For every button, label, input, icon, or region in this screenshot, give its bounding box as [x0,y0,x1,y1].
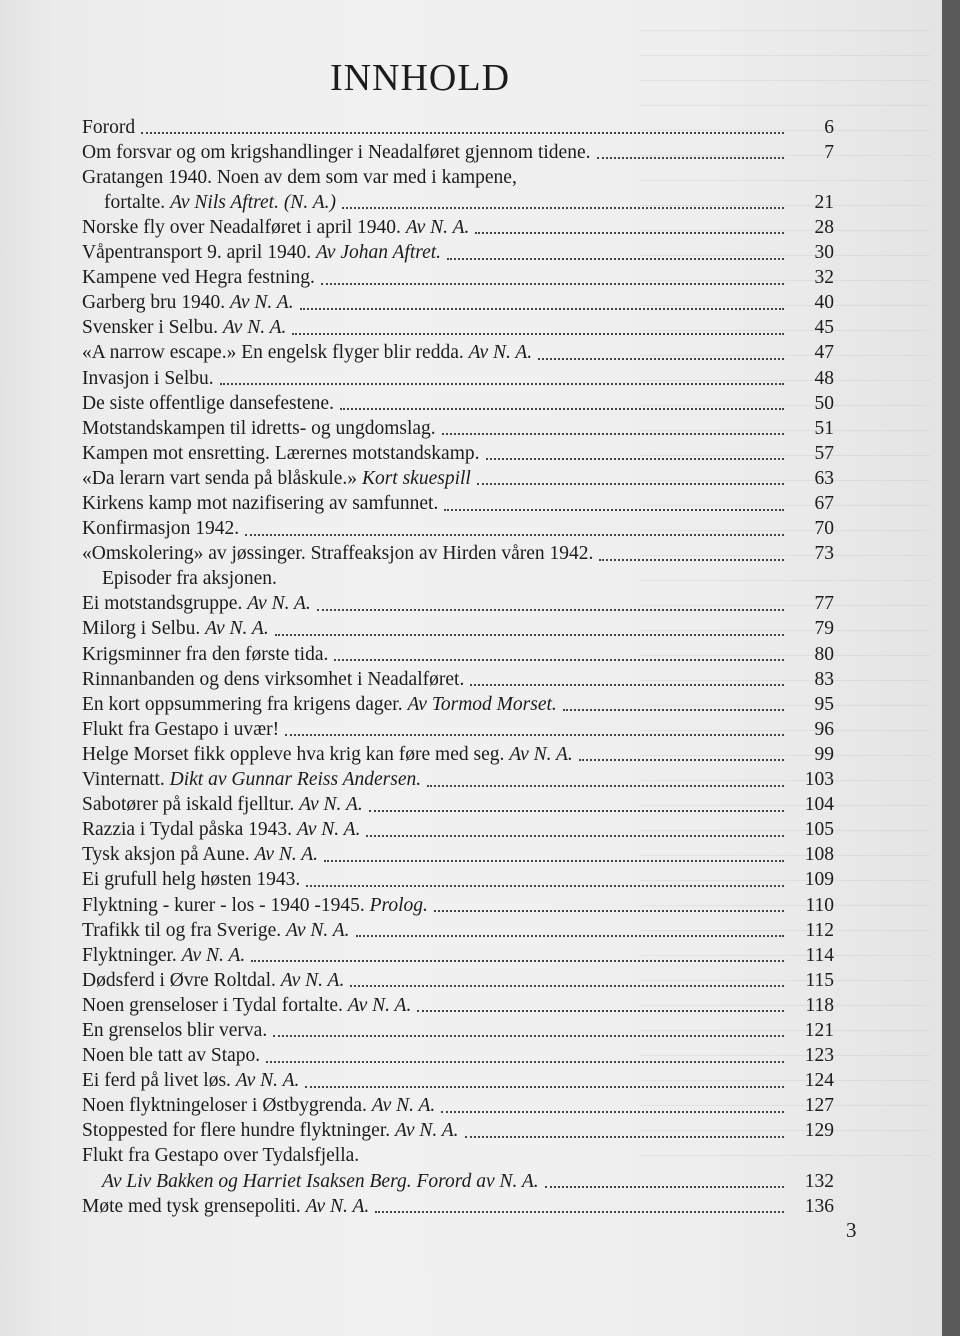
toc-entry-text: Sabotører på iskald fjelltur. [82,794,300,816]
toc-entry-text: Milorg i Selbu. [82,618,206,640]
dot-leader [579,759,784,761]
toc-entry-author: Av N. A. [230,292,294,314]
toc-entry-author: Av N. A. [371,1095,436,1117]
toc-page-number: 70 [814,518,834,540]
toc-entry [82,263,834,288]
toc-entry-author: Av N. A. [299,794,363,816]
toc-entry-text: fortalte. [104,191,171,213]
toc-entry [82,137,834,162]
toc-entry-title [82,695,557,715]
toc-entry-title [82,720,279,740]
toc-entry-title [82,921,350,941]
toc-entry-text: Om forsvar og om krigshandlinger i Neadalføret gjennom tidene. [82,141,591,163]
toc-entry-text: Flyktninger. [82,944,182,966]
toc-entry-author: Av N. A. [205,618,269,640]
toc-entry-title [82,218,469,238]
toc-entry-text: Møte med tysk grensepoliti. [82,1195,306,1217]
toc-page-number: 110 [805,894,834,916]
dot-leader [266,1061,784,1063]
toc-entry [82,1040,834,1065]
dot-leader [486,458,784,460]
toc-entry [82,539,834,564]
toc-entry-author: Av N. A. [468,342,533,364]
toc-page-number: 67 [814,493,834,514]
toc-entry-title [82,118,135,138]
toc-page-number: 114 [805,944,834,966]
toc-entry [82,915,834,940]
dot-leader [292,333,784,335]
toc-entry-title [82,394,334,414]
toc-entry-author: Av N. A. [405,216,470,238]
dot-leader [334,659,784,661]
toc-page-number: 103 [804,769,834,791]
dot-leader [220,383,784,385]
toc-entry [82,589,834,614]
dot-leader [321,283,784,285]
toc-entry-author: Av N. A. [509,743,573,765]
toc-entry [82,463,834,488]
dot-leader [441,1111,784,1113]
toc-entry-text: Dødsferd i Øvre Roltdal. [82,969,281,991]
toc-entry-title [82,1021,267,1041]
dot-leader [475,232,784,234]
toc-entry-title [82,469,471,489]
dot-leader [273,1035,784,1037]
dot-leader [342,207,784,209]
dot-leader [285,734,784,736]
toc-entry-text: Trafikk til og fra Sverige. [82,919,286,941]
toc-entry-title [82,795,363,815]
toc-entry [82,1091,834,1116]
dot-leader [245,534,784,536]
toc-page-number: 109 [804,869,834,891]
dot-leader [324,860,784,862]
toc-entry-title [82,845,318,865]
dot-leader [350,985,784,987]
toc-entry [82,614,834,639]
toc-entry [82,438,834,463]
toc-entry [82,1166,834,1191]
toc-entry [82,890,834,915]
toc-entry [82,1116,834,1141]
toc-entry-text: Razzia i Tydal påska 1943. [82,819,297,841]
toc-page-number: 57 [814,442,834,464]
toc-entry [82,212,834,237]
toc-entry [82,990,834,1015]
toc-entry-title [102,569,277,589]
toc-page-number: 77 [814,593,834,615]
toc-page-number: 121 [804,1019,834,1041]
toc-entry-author: Av Tormod Morset. [407,693,557,715]
dot-leader [427,785,784,787]
toc-entry-text: Motstandskampen til idretts- og ungdomslag. [82,417,436,439]
toc-entry-title [82,619,269,639]
dot-leader [417,1010,784,1012]
toc-entry-title [82,971,344,991]
toc-page-number: 124 [804,1070,834,1092]
toc-entry-author: Av Nils Aftret. (N. A.) [170,191,336,213]
toc-entry-text: Gratangen 1940. Noen av dem som var med i kampene, [82,166,517,188]
toc-page-number: 83 [814,668,834,690]
toc-entry-title [82,645,328,665]
toc-entry [82,1141,834,1166]
toc-entry [82,388,834,413]
toc-entry-text: Svensker i Selbu. [82,317,223,339]
toc-entry-title [82,996,411,1016]
toc-entry-title [82,293,294,313]
toc-page-number: 123 [804,1045,834,1067]
toc-page-number: 40 [814,292,834,314]
toc-entry-title [82,1071,299,1091]
toc-entry-author: Av N. A. [305,1195,370,1217]
dot-leader [141,132,784,134]
toc-entry-author: Av N. A. [235,1070,300,1092]
toc-entry-text: De siste offentlige dansefestene. [82,392,334,414]
toc-entry-author: Av N. A. [280,969,345,991]
toc-entry-text: Flukt fra Gestapo over Tydalsfjella. [82,1145,360,1167]
toc-entry-title [82,168,517,188]
toc-entry [82,840,834,865]
toc-entry [82,664,834,689]
dot-leader [375,1211,784,1213]
dot-leader [597,157,785,159]
toc-entry-author: Av N. A. [347,994,412,1016]
dot-leader [275,634,784,636]
toc-entry-text: Rinnanbanden og dens virksomhet i Neadalføret. [82,668,465,690]
table-of-contents [82,112,834,1216]
toc-entry-title [82,896,428,916]
toc-entry-author: Av N. A. [181,944,246,966]
toc-page-number: 108 [804,844,834,866]
toc-entry-title [104,193,336,213]
toc-entry [82,313,834,338]
toc-entry-text: Noen grenseloser i Tydal fortalte. [82,994,348,1016]
toc-entry-title [82,318,286,338]
toc-entry-text: «A narrow escape.» En engelsk flyger blir redda. [82,342,469,364]
toc-entry-author: Av N. A. [254,844,319,866]
toc-entry-text: Kampene ved Hegra festning. [82,267,315,289]
toc-entry-author: Av N. A. [296,819,361,841]
toc-page-number: 28 [814,216,834,238]
toc-entry-text: Våpentransport 9. april 1940. [82,242,316,264]
toc-entry-title [82,1096,435,1116]
toc-entry-text: Vinternatt. [82,769,170,791]
toc-entry [82,363,834,388]
toc-page-number: 96 [814,718,834,740]
toc-entry-title [82,519,239,539]
toc-entry-author: Av N. A. [395,1120,459,1142]
toc-page-number: 95 [814,693,834,715]
dot-leader [300,308,784,310]
toc-page-number: 80 [814,643,834,665]
toc-entry-author: Prolog. [369,894,428,916]
toc-entry-title [82,1146,359,1166]
toc-entry-title [82,143,591,163]
toc-page-number: 48 [814,367,834,389]
toc-entry-text: Krigsminner fra den første tida. [82,643,329,665]
toc-page-number: 6 [824,116,834,138]
toc-page-number: 129 [804,1120,834,1142]
toc-page-number: 63 [814,467,834,489]
toc-page-number: 73 [814,543,834,565]
dot-leader [470,684,784,686]
dot-leader [465,1136,784,1138]
toc-entry [82,488,834,513]
toc-entry [82,790,834,815]
dot-leader [317,609,784,611]
toc-entry-text: Tysk aksjon på Aune. [82,844,255,866]
toc-page-number: 115 [805,969,834,991]
dot-leader [366,835,784,837]
toc-entry-title [82,419,436,439]
toc-entry-title [82,745,573,765]
dot-leader [305,1086,784,1088]
toc-entry-author: Av Johan Aftret. [315,242,442,264]
toc-entry-title [82,369,214,389]
toc-entry-text: Stoppested for flere hundre flyktninger. [82,1120,395,1142]
toc-entry-text: Invasjon i Selbu. [82,367,214,389]
toc-entry-text: En grenselos blir verva. [82,1019,268,1041]
toc-entry-text: En kort oppsummering fra krigens dager. [82,693,408,715]
dot-leader [369,810,784,812]
toc-entry-title [82,1121,459,1141]
toc-entry-author: Av N. A. [222,317,287,339]
toc-entry [82,162,834,187]
toc-entry-author: Av Liv Bakken og Harriet Isaksen Berg. Forord av N. A. [102,1170,539,1192]
toc-entry [82,965,834,990]
toc-entry-title [82,870,300,890]
dot-leader [563,709,784,711]
toc-entry [82,112,834,137]
toc-entry-text: Helge Morset fikk oppleve hva krig kan føre med seg. [82,743,510,765]
toc-page-number: 136 [804,1195,834,1217]
dot-leader [251,960,784,962]
toc-entry-author: Av N. A. [247,593,311,615]
toc-entry [82,689,834,714]
toc-entry [82,940,834,965]
toc-entry-text: Noen ble tatt av Stapo. [82,1045,261,1067]
dot-leader [340,408,784,410]
toc-entry-text: Garberg bru 1940. [82,292,231,314]
toc-page-number: 104 [804,794,834,816]
toc-entry [82,1191,834,1216]
dot-leader [599,559,784,561]
dot-leader [444,509,784,511]
dot-leader [442,433,784,435]
dot-leader [447,258,784,260]
toc-entry-title [82,494,438,514]
toc-entry-title [82,594,311,614]
toc-entry [82,815,834,840]
toc-entry-title [82,946,245,966]
toc-page-number: 99 [814,743,834,765]
toc-page-number: 132 [804,1170,834,1192]
toc-page-number: 21 [814,191,834,213]
toc-page-number: 79 [814,618,834,640]
toc-page-number: 47 [814,342,834,364]
dot-leader [306,885,784,887]
toc-entry-title [82,1197,369,1217]
toc-entry-text: Konfirmasjon 1942. [82,518,240,540]
toc-entry-title [82,820,360,840]
toc-entry-author: Kort skuespill [361,467,471,489]
toc-entry-text: Ei motstandsgruppe. [82,593,248,615]
toc-entry [82,514,834,539]
toc-entry-text: Episoder fra aksjonen. [102,568,277,590]
page-number: 3 [846,1218,857,1242]
toc-page-number: 51 [814,417,834,439]
toc-entry [82,187,834,212]
dot-leader [545,1186,784,1188]
toc-entry-title [82,670,464,690]
toc-entry-text: Ei grufull helg høsten 1943. [82,869,301,891]
toc-entry-title [82,1046,260,1066]
toc-entry-title [82,770,421,790]
toc-entry-title [82,268,315,288]
toc-entry-text: Ei ferd på livet løs. [82,1070,236,1092]
toc-entry-text: Kirkens kamp mot nazifisering av samfunnet. [82,493,439,514]
toc-page-number: 112 [805,919,834,941]
toc-entry [82,288,834,313]
page-title: INNHOLD [329,57,511,99]
dot-leader [477,483,784,485]
toc-entry [82,413,834,438]
toc-entry-title [82,343,532,363]
dot-leader [538,358,784,360]
toc-entry-text: Noen flyktningeloser i Østbygrenda. [82,1095,372,1117]
toc-page-number: 127 [804,1095,834,1117]
toc-entry-title [82,444,480,464]
dot-leader [356,935,784,937]
toc-entry-text: «Omskolering» av jøssinger. Straffeaksjon av Hirden våren 1942. [82,543,594,565]
toc-entry [82,564,834,589]
toc-entry [82,714,834,739]
toc-entry-author: Av N. A. [286,919,350,941]
toc-page-number: 105 [804,819,834,841]
toc-entry-text: Forord [82,116,136,138]
toc-entry-text: «Da lerarn vart senda på blåskule.» [82,467,362,489]
toc-entry-title [102,1172,539,1192]
toc-page-number: 30 [814,242,834,264]
toc-entry [82,1066,834,1091]
toc-page-number: 118 [805,994,834,1016]
toc-entry-title [82,243,441,263]
toc-entry [82,237,834,262]
toc-entry [82,764,834,789]
toc-entry [82,865,834,890]
toc-page-number: 32 [814,267,834,289]
toc-page-number: 50 [814,392,834,414]
toc-entry-text: Kampen mot ensretting. Lærernes motstandskamp. [82,442,480,464]
toc-entry-title [82,544,593,564]
toc-entry [82,338,834,363]
toc-page-number: 7 [824,141,834,163]
toc-page-number: 45 [814,317,834,339]
toc-entry [82,739,834,764]
toc-entry [82,1015,834,1040]
toc-entry-text: Flukt fra Gestapo i uvær! [82,718,280,740]
toc-entry-text: Flyktning - kurer - los - 1940 -1945. [82,894,370,916]
dot-leader [434,910,784,912]
toc-entry [82,639,834,664]
toc-entry-text: Norske fly over Neadalføret i april 1940. [82,216,406,238]
toc-entry-author: Dikt av Gunnar Reiss Andersen. [169,769,422,791]
